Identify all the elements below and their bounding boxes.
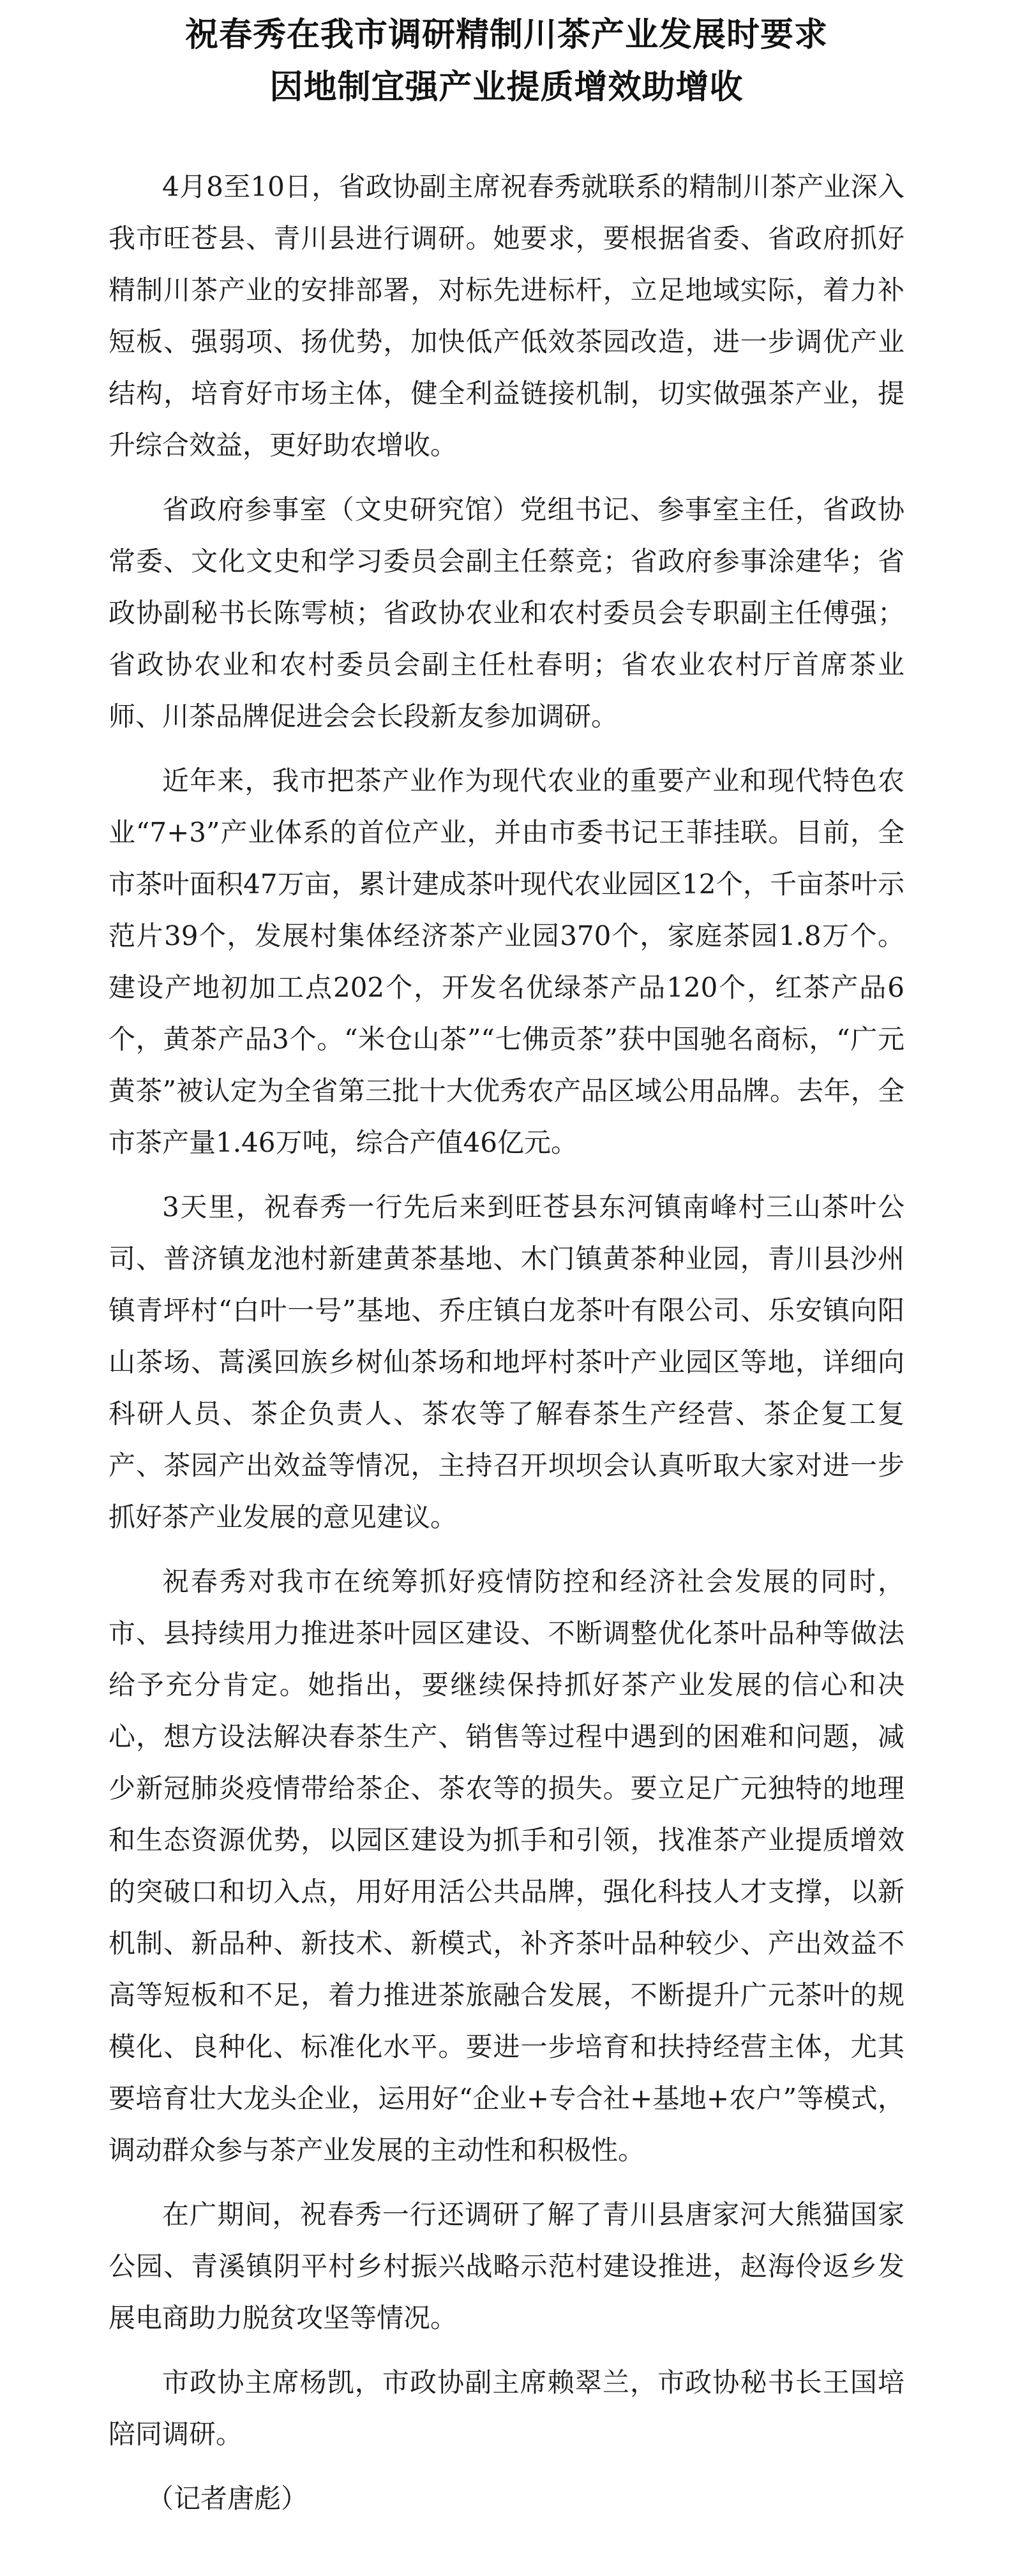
headline-line-2: 因地制宜强产业提质增效助增收 [269, 68, 744, 107]
headline-line-1: 祝春秀在我市调研精制川茶产业发展时要求 [184, 15, 828, 54]
paragraph-2: 省政府参事室（文史研究馆）党组书记、参事室主任，省政协常委、文化文史和学习委员会副主任蔡竞；省政府参事涂建华；省政协副秘书长陈雩桢；省政协农业和农村委员会专职副主任傅强；省政协农业和农村委员会副主任杜春明；省农业农村厅首席茶业师、川茶品牌促进会会长段新友参加调研。 [109, 494, 904, 732]
reporter-byline: （记者唐彪） [147, 2483, 308, 2514]
paragraph-5: 祝春秀对我市在统筹抓好疫情防控和经济社会发展的同时，市、县持续用力推进茶叶园区建设、不断调整优化茶叶品种等做法给予充分肯定。她指出，要继续保持抓好茶产业发展的信心和决心，想方设法解决春茶生产、销售等过程中遇到的困难和问题，减少新冠肺炎疫情带给茶企、茶农等的损失。要立足广元独特的地理和生态资源优势，以园区建设为抓手和引领，找准茶产业提质增效的突破口和切入点，用好用活公共品牌，强化科技人才支撑，以新机制、新品种、新技术、新模式，补齐茶叶品种较少、产出效益不高等短板和不足，着力推进茶旅融合发展，不断提升广元茶叶的规模化、良种化、标准化水平。要进一步培育和扶持经营主体，尤其要培育壮大龙头企业，运用好“企业+专合社+基地+农户”等模式，调动群众参与茶产业发展的主动性和积极性。 [109, 1566, 904, 2166]
paragraph-7: 市政协主席杨凯，市政协副主席赖翠兰，市政协秘书长王国培陪同调研。 [109, 2367, 904, 2450]
article-headline [109, 0, 904, 114]
paragraph-6: 在广期间，祝春秀一行还调研了解了青川县唐家河大熊猫国家公园、青溪镇阴平村乡村振兴战略示范村建设推进，赵海伶返乡发展电商助力脱贫攻坚等情况。 [109, 2199, 904, 2334]
paragraph-4: 3天里，祝春秀一行先后来到旺苍县东河镇南峰村三山茶叶公司、普济镇龙池村新建黄茶基地、木门镇黄茶种业园，青川县沙州镇青坪村“白叶一号”基地、乔庄镇白龙茶叶有限公司、乐安镇向阳山茶场、蒿溪回族乡树仙茶场和地坪村茶叶产业园区等地，详细向科研人员、茶企负责人、茶农等了解春茶生产经营、茶企复工复产、茶园产出效益等情况，主持召开坝坝会认真听取大家对进一步抓好茶产业发展的意见建议。 [109, 1191, 904, 1533]
article-body [109, 161, 904, 2524]
paragraph-1: 4月8至10日，省政协副主席祝春秀就联系的精制川茶产业深入我市旺苍县、青川县进行调研。她要求，要根据省委、省政府抓好精制川茶产业的安排部署，对标先进标杆，立足地域实际，着力补短板、强弱项、扬优势，加快低产低效茶园改造，进一步调优产业结构，培育好市场主体，健全利益链接机制，切实做强茶产业，提升综合效益，更好助农增收。 [109, 171, 904, 461]
paragraph-3: 近年来，我市把茶产业作为现代农业的重要产业和现代特色农业“7+3”产业体系的首位产业，并由市委书记王菲挂联。目前，全市茶叶面积47万亩，累计建成茶叶现代农业园区12个，千亩茶叶示范片39个，发展村集体经济茶产业园370个，家庭茶园1.8万个。建设产地初加工点202个，开发名优绿茶产品120个，红茶产品6个，黄茶产品3个。“米仓山茶”“七佛贡茶”获中国驰名商标，“广元黄茶”被认定为全省第三批十大优秀农产品区域公用品牌。去年，全市茶产量1.46万吨，综合产值46亿元。 [109, 765, 904, 1158]
